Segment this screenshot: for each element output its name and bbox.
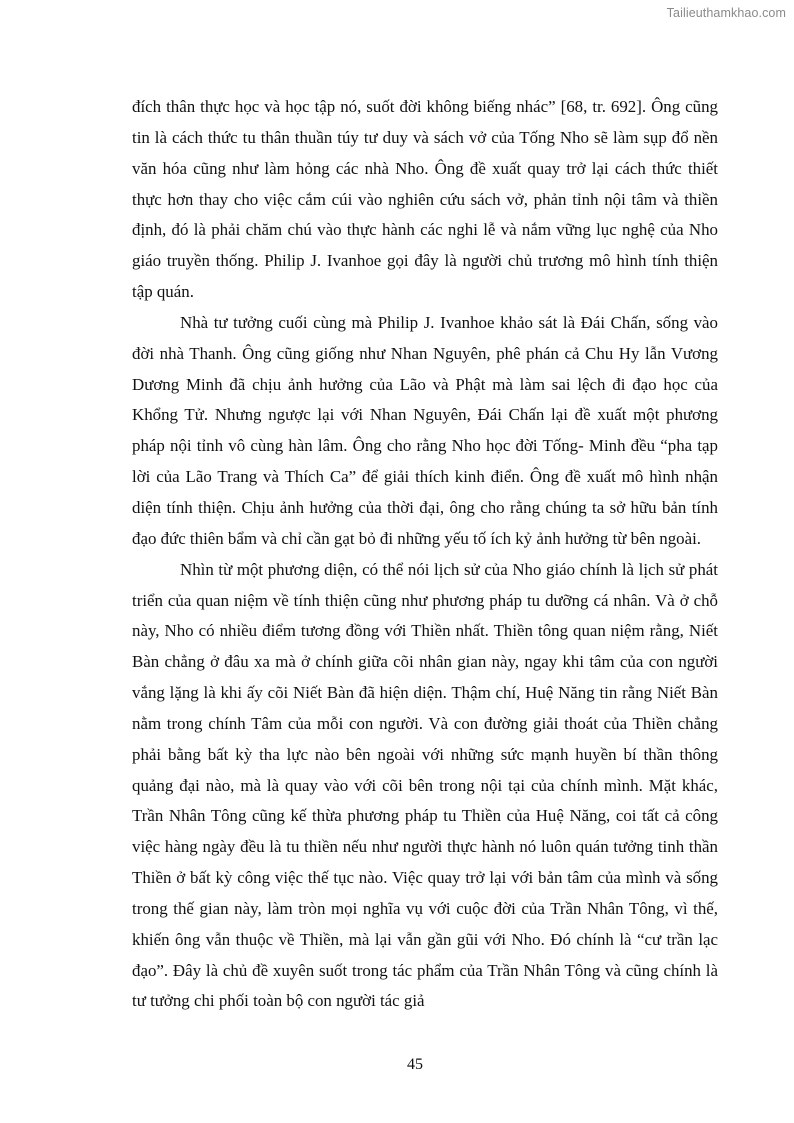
paragraph-confucianism-zen: Nhìn từ một phương diện, có thể nói lịch sử của Nho giáo chính là lịch sử phát triển của quan niệm về tính thiện cũng như phương pháp tu dưỡng cá nhân. Và ở chỗ này, Nho có nhiều điểm tương đồng với Thiền nhất. Thiền tông quan niệm rằng, Niết Bàn chẳng ở đâu xa mà ở chính giữa cõi nhân gian này, ngay khi tâm của con người vắng lặng là khi ấy cõi Niết Bàn đã hiện diện. Thậm chí, Huệ Năng tin rằng Niết Bàn nằm trong chính Tâm của mỗi con người. Và con đường giải thoát của Thiền chẳng phải bằng bất kỳ tha lực nào bên ngoài với những sức mạnh huyền bí thần thông quảng đại nào, mà là quay vào với cõi bên trong nội tại của chính mình. Mặt khác, Trần Nhân Tông cũng kế thừa phương pháp tu Thiền của Huệ Năng, coi tất cả công việc hàng ngày đều là tu thiền nếu như người thực hành nó luôn quán tưởng tinh thần Thiền ở bất kỳ công việc thế tục nào. Việc quay trở lại với bản tâm của mình và sống trong thế gian này, làm tròn mọi nghĩa vụ với cuộc đời của Trần Nhân Tông, vì thế, khiến ông vẫn thuộc về Thiền, mà lại vẫn gần gũi với Nho. Đó chính là “cư trần lạc đạo”. Đây là chủ đề xuyên suốt trong tác phẩm của Trần Nhân Tông và cũng chính là tư tưởng chi phối toàn bộ con người tác giả (132, 559, 718, 1011)
paragraph-dai-chan: Nhà tư tưởng cuối cùng mà Philip J. Ivanhoe khảo sát là Đái Chấn, sống vào đời nhà Thanh. Ông cũng giống như Nhan Nguyên, phê phán cả Chu Hy lẫn Vương Dương Minh đã chịu ảnh hưởng của Lão và Phật mà làm sai lệch đi đạo học của Khổng Tử. Nhưng ngược lại với Nhan Nguyên, Đái Chấn lại đề xuất một phương pháp nội tỉnh vô cùng hàn lâm. Ông cho rằng Nho học đời Tống- Minh đều “pha tạp lời của Lão Trang và Thích Ca” để giải thích kinh điển. Ông đề xuất mô hình nhận diện tính thiện. Chịu ảnh hưởng của thời đại, ông cho rằng chúng ta sở hữu bản tính đạo đức thiên bẩm và chỉ cần gạt bỏ đi những yếu tố ích kỷ ảnh hưởng từ bên ngoài. (132, 312, 718, 548)
page-number: 45 (407, 1056, 423, 1073)
body-text (132, 92, 718, 1017)
paragraph-continuation: đích thân thực học và học tập nó, suốt đời không biếng nhác” [68, tr. 692]. Ông cũng tin là cách thức tu thân thuần túy tư duy và sách vở của Tống Nho sẽ làm sụp đổ nền văn hóa cũng như làm hỏng các nhà Nho. Ông đề xuất quay trở lại cách thức thiết thực hơn thay cho việc cắm cúi vào nghiên cứu sách vở, phản tỉnh nội tâm và thiền định, đó là phải chăm chú vào thực hành các nghi lễ và nắm vững lục nghệ của Nho giáo truyền thống. Philip J. Ivanhoe gọi đây là người chủ trương mô hình tính thiện tập quán. (132, 97, 718, 302)
watermark: Tailieuthamkhao.com (666, 6, 786, 20)
